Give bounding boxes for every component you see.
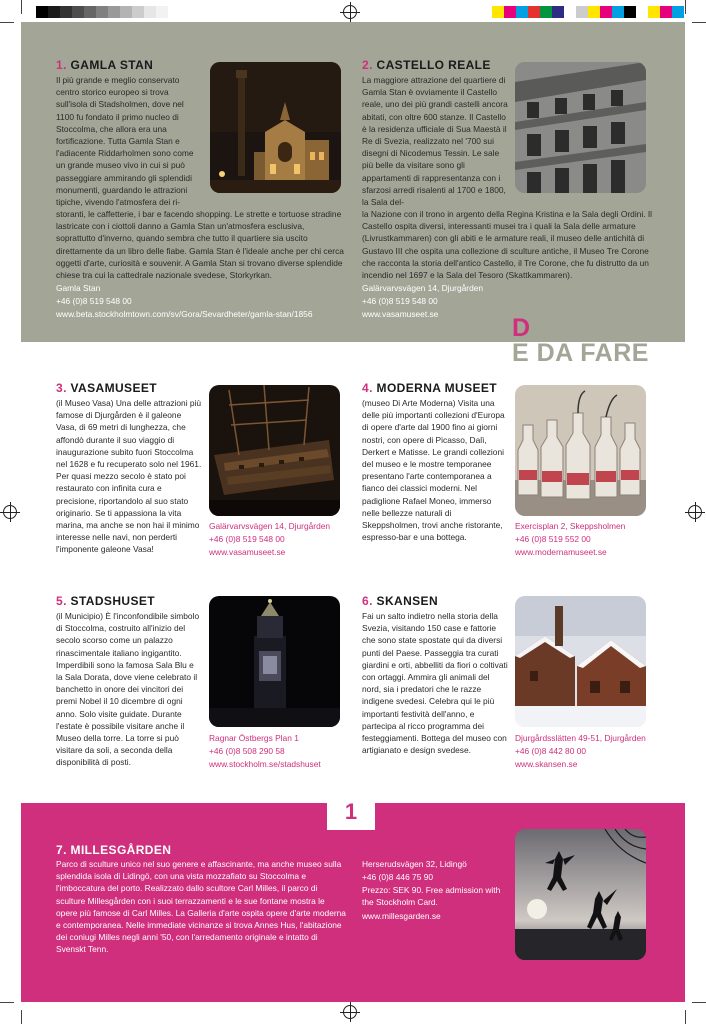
- crop-mark: [0, 1002, 14, 1003]
- item-3-text: (il Museo Vasa) Una delle attrazioni più famose di Djurgården è il galeone Vasa, di 69 metri di lunghezza, che affondò durante il suo viaggio di inaugurazione subito fuori Stoccolma nel 1628 e fu recuperato solo nel 1961. Per quasi mezzo secolo è stato poi restaurato con infinita cura e precisione, riportandolo al suo stato originario. Se ti appassiona la vita marina, ma anche se non hai il minimo interesse nelle navi, non perderti l'imponente galeone Vasa!: [56, 398, 202, 555]
- registration-mark-left: [3, 505, 17, 519]
- item-6-photo: [515, 596, 646, 727]
- item-1-text-bottom: storanti, le caffetterie, i bar e facendo shopping. Le strette e tortuose stradine lastricate con i ciottoli danno a Gamla Stan un'atmosfera esclusiva, soprattutto d'inverno, quando sembra che tutto il quartiere sia uscito direttamente da un libro delle fiabe. Gamla Stan è l'ideale anche per chi cerca oggetti d'arte, curiosità e souvenir. A Gamla Stan si trovano diverse splendide chiese tra cui la cattedrale nazionale svedese, Storkyrkan.: [56, 209, 344, 280]
- color-swatch: [528, 6, 540, 18]
- museum-bottles-artwork-image: [515, 385, 646, 516]
- item-4-address: Exercisplan 2, Skeppsholmen: [515, 521, 626, 531]
- color-swatch: [624, 6, 636, 18]
- item-6-phone: +46 (0)8 442 80 00: [515, 746, 587, 756]
- crop-mark: [0, 22, 14, 23]
- crop-mark: [692, 1002, 706, 1003]
- item-1-phone: +46 (0)8 519 548 00: [56, 296, 132, 306]
- item-5-title: STADSHUSET: [70, 594, 155, 608]
- item-3-website-link[interactable]: www.vasamuseet.se: [209, 547, 286, 557]
- item-6-heading: [362, 594, 438, 608]
- color-swatch: [636, 6, 648, 18]
- item-6-text: Fai un salto indietro nella storia della Svezia, visitando 150 case e fattorie che sono state spostate qui da diversi punti del Paese. Passeggia tra curati giardini e orti, abbelliti da fiori o coltivati con ortaggi. Ammira gli animali del nord, sia i predatori che le razze indigene svedesi. Celebra qui le più importanti festività dell'anno, e partecipa al ricco programma dei festeggiamenti. Bottega del museo con artigianato e design svedese.: [362, 611, 508, 756]
- crop-mark: [685, 0, 686, 14]
- item-4-title: MODERNA MUSEET: [376, 381, 498, 395]
- item-2-number: 2.: [362, 58, 373, 72]
- vasa-ship-image: [209, 385, 340, 516]
- item-2-website-link[interactable]: www.vasamuseet.se: [362, 309, 439, 319]
- item-5-heading: [56, 594, 155, 608]
- item-4-number: 4.: [362, 381, 373, 395]
- item-5-number: 5.: [56, 594, 67, 608]
- item-4-photo: [515, 385, 646, 516]
- color-swatch: [84, 6, 96, 18]
- item-2-text-top: La maggiore attrazione del quartiere di Gamla Stan è ovviamente il Castello reale, uno dei più grandi castelli ancora abitati, con oltre 600 stanze. Il Castello è la residenza ufficiale di Sua Maestà il Re di Svezia, realizzato nel '700 sui disegni di Nicodemus Tessin. Le sale più belle da visitare sono gli appartamenti di rappresentanza con i sfarzosi arredi risalenti al 1700 e 1800, la Sala del-: [362, 75, 508, 207]
- item-4-text: (museo Di Arte Moderna) Visita una delle più importanti collezioni d'Europa di opere d'arte dal 1900 fino ai giorni nostri, con opere di Picasso, Dalì, Derkert e Matisse. Le grandi collezioni del museo e le mostre temporanee presentano l'arte contemporanea a fianco dei classici moderni. Nel padiglione Rafael Moneo, immerso nelle bellezze naturali di Skeppsholmen, trovi anche ristorante, espresso-bar e una bottega.: [362, 398, 505, 543]
- item-2-text-bottom: la Nazione con il trono in argento della Regina Kristina e la Sala degli Ordini. Il Castello ospita diversi, interessanti musei tra i quali la Sala delle armature (Livrustkammaren) con gli abiti e le armature reali, il museo delle antichità di Gustavo III che ospita una collezione di sculture antiche, il Museo Tre Corone che racconta la storia dell'antico Castello, il Tre Corone, che fu distrutto da un incendio nel 1697 e la Sala del Tesoro (Skattkammaren).: [362, 209, 653, 280]
- city-hall-tower-night-image: [209, 596, 340, 727]
- print-color-bar-cmyk: [492, 6, 684, 18]
- item-7-text: Parco di sculture unico nel suo genere e affascinante, ma anche museo sulla splendida isola di Lidingö, con una vista mozzafiato su Stoccolma e l'imboccatura del porto. Realizzato dallo scultore Carl Milles, il parco di sculture Millesgården con i suoi terrazzamenti e le sue fontane mostra le opere più famose di Carl Milles. La Galleria d'arte ospita opere d'arte moderna e contemporanea. Nelle immediate vicinanze si trova Annes Hus, l'abitazione dei coniugi Milles negli anni '50, con l'arredamento originale e intatto di Svenskt Tenn.: [56, 859, 346, 955]
- item-7-number: 7.: [56, 843, 67, 857]
- item-1-address: Gamla Stan: [56, 283, 101, 293]
- item-5-address: Ragnar Östbergs Plan 1: [209, 733, 299, 743]
- color-swatch: [144, 6, 156, 18]
- item-3-photo: [209, 385, 340, 516]
- item-2-phone: +46 (0)8 519 548 00: [362, 296, 438, 306]
- item-4-phone: +46 (0)8 519 552 00: [515, 534, 591, 544]
- color-swatch: [540, 6, 552, 18]
- color-swatch: [60, 6, 72, 18]
- item-6-website-link[interactable]: www.skansen.se: [515, 759, 578, 769]
- section-title-line1: A VEDERE: [530, 314, 662, 342]
- item-5-text: (il Municipio) È l'inconfondibile simbolo di Stoccolma, costruito all'inizio del secolo scorso come un palazzo rinascimentale italiano ingigantito. Imperdibili sono la famosa Sala Blu e la Sala Dorata, dove viene celebrato il banchetto in onore dei vincitori dei premi Nobel il 10 dicembre di ogni anno. Solo visite guidate. Durante l'estate è possibile visitare anche il Museo della torre. La torre si può visitare da soli, a seconda della disponibilità di posti.: [56, 611, 200, 768]
- royal-palace-facade-image: [515, 62, 646, 193]
- color-swatch: [648, 6, 660, 18]
- section-title-line2: E DA FARE: [512, 339, 649, 367]
- color-swatch: [588, 6, 600, 18]
- color-swatch: [132, 6, 144, 18]
- color-swatch: [504, 6, 516, 18]
- item-1-website-link[interactable]: www.beta.stockholmtown.com/sv/Gora/Sevardheter/gamla-stan/1856: [56, 309, 313, 319]
- item-1-number: 1.: [56, 58, 67, 72]
- color-swatch: [108, 6, 120, 18]
- registration-mark-right: [688, 505, 702, 519]
- item-7-heading: [56, 843, 171, 857]
- color-swatch: [156, 6, 168, 18]
- item-5-phone: +46 (0)8 508 290 58: [209, 746, 285, 756]
- item-7-website-link[interactable]: www.millesgarden.se: [362, 911, 441, 921]
- item-1-photo: [210, 62, 341, 193]
- color-swatch: [72, 6, 84, 18]
- item-6-title: SKANSEN: [376, 594, 439, 608]
- item-2-photo: [515, 62, 646, 193]
- print-color-bar-grayscale: [36, 6, 180, 18]
- section-title: [512, 316, 680, 366]
- color-swatch: [36, 6, 48, 18]
- item-7-phone: +46 (0)8 446 75 90: [362, 872, 434, 882]
- item-1-text-top: Il più grande e meglio conservato centro storico europeo si trova sull'isola di Stadsholmen, dove nel 1100 fu fondato il primo nucleo di Stoccolma, che allora era una fortificazione. Tutta Gamla Stan e l'adiacente Riddarholmen sono come un grande museo vivo in cui si può passeggiare ammirando gli splendidi monumenti, guardando le attrazioni tipiche, vivendo l'atmosfera dei ri-: [56, 75, 194, 207]
- item-1-heading: [56, 58, 153, 72]
- item-3-title: VASAMUSEET: [70, 381, 157, 395]
- item-1-title: GAMLA STAN: [70, 58, 154, 72]
- registration-mark-top: [343, 5, 357, 19]
- color-swatch: [552, 6, 564, 18]
- color-swatch: [672, 6, 684, 18]
- color-swatch: [48, 6, 60, 18]
- color-swatch: [564, 6, 576, 18]
- crop-mark: [685, 1010, 686, 1024]
- color-swatch: [576, 6, 588, 18]
- crop-mark: [21, 1010, 22, 1024]
- item-7-address: Herserudsvägen 32, Lidingö: [362, 859, 467, 869]
- item-4-heading: [362, 381, 497, 395]
- item-7-price: Prezzo: SEK 90. Free admission with the Stockholm Card.: [362, 885, 501, 908]
- item-7-title: MILLESGÅRDEN: [70, 843, 172, 857]
- color-swatch: [612, 6, 624, 18]
- color-swatch: [660, 6, 672, 18]
- item-5-website-link[interactable]: www.stockholm.se/stadshuset: [209, 759, 321, 769]
- item-5-photo: [209, 596, 340, 727]
- crop-mark: [21, 0, 22, 14]
- crop-mark: [692, 22, 706, 23]
- color-swatch: [168, 6, 180, 18]
- item-2-heading: [362, 58, 491, 72]
- item-3-heading: [56, 381, 157, 395]
- item-4-website-link[interactable]: www.modernamuseet.se: [515, 547, 607, 557]
- color-swatch: [600, 6, 612, 18]
- color-swatch: [492, 6, 504, 18]
- color-swatch: [120, 6, 132, 18]
- item-3-number: 3.: [56, 381, 67, 395]
- millesgarden-sculpture-image: [515, 829, 646, 960]
- page-number-tab: [327, 794, 375, 830]
- item-7-photo: [515, 829, 646, 960]
- item-3-address: Galärvarvsvägen 14, Djurgården: [209, 521, 331, 531]
- item-3-phone: +46 (0)8 519 548 00: [209, 534, 285, 544]
- section-title-initial: D: [512, 314, 531, 342]
- item-6-address: Djurgårdsslätten 49-51, Djurgården: [515, 733, 646, 743]
- registration-mark-bottom: [343, 1005, 357, 1019]
- item-2-address: Galärvarvsvägen 14, Djurgården: [362, 283, 484, 293]
- skansen-winter-houses-image: [515, 596, 646, 727]
- color-swatch: [516, 6, 528, 18]
- item-2-title: CASTELLO REALE: [376, 58, 491, 72]
- color-swatch: [96, 6, 108, 18]
- gamla-stan-church-night-image: [210, 62, 341, 193]
- page-number: 1: [344, 799, 358, 824]
- item-6-number: 6.: [362, 594, 373, 608]
